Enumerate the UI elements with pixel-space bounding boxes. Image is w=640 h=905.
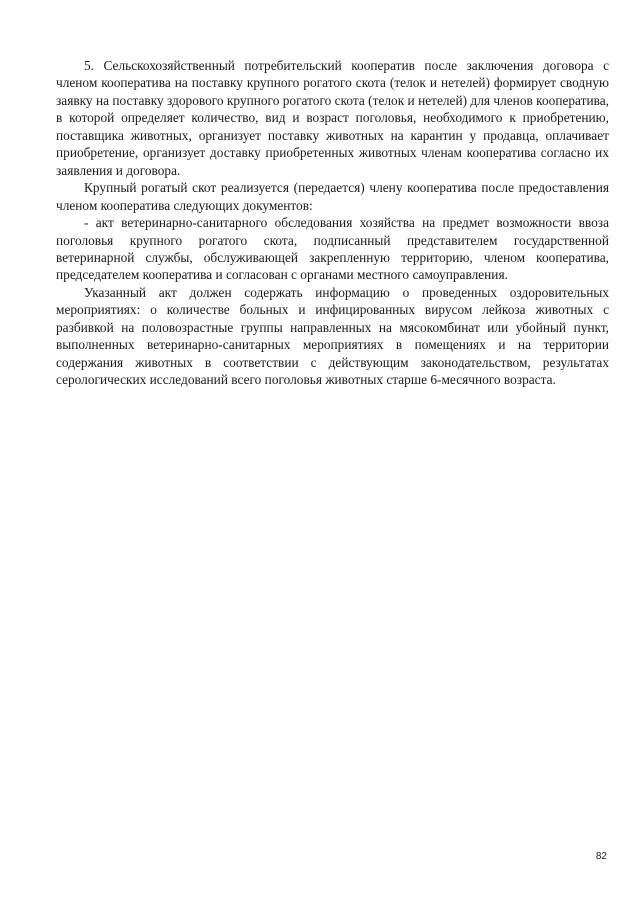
paragraph-inspection-act: - акт ветеринарно-санитарного обследования хозяйства на предмет возможности ввоза поголовья крупного рогатого скота, подписанный представителем государственной ветеринарной службы, обслуживающей закрепленную территорию, членом кооператива, председателем кооператива и согласован с органами местного самоуправления. xyxy=(56,215,609,283)
paragraph-act-contents: Указанный акт должен содержать информацию о проведенных оздоровительных мероприятиях: о количестве больных и инфицированных вирусом лейкоза животных с разбивкой на половозрастные группы направленных на мясокомбинат или убойный пункт, выполненных ветеринарно-санитарных мероприятиях в помещениях и на территории содержания животных в соответствии с действующим законодательством, результатах серологических исследований всего поголовья животных старше 6-месячного возраста. xyxy=(56,284,609,388)
paragraph-cooperative-procedure: 5. Сельскохозяйственный потребительский кооператив после заключения договора с членом кооператива на поставку крупного рогатого скота (телок и нетелей) формирует сводную заявку на поставку здорового крупного рогатого скота (телок и нетелей) для членов кооператива, в которой определяет количество, вид и возраст поголовья, необходимого к приобретению, поставщика животных, организует поставку животных на карантин у продавца, оплачивает приобретение, организует доставку приобретенных животных членам кооператива согласно их заявления и договора. xyxy=(56,58,609,178)
page-number: 82 xyxy=(595,851,607,862)
document-body xyxy=(56,57,609,389)
paragraph-cattle-transfer: Крупный рогатый скот реализуется (передается) члену кооператива после предоставления членом кооператива следующих документов: xyxy=(56,180,609,213)
